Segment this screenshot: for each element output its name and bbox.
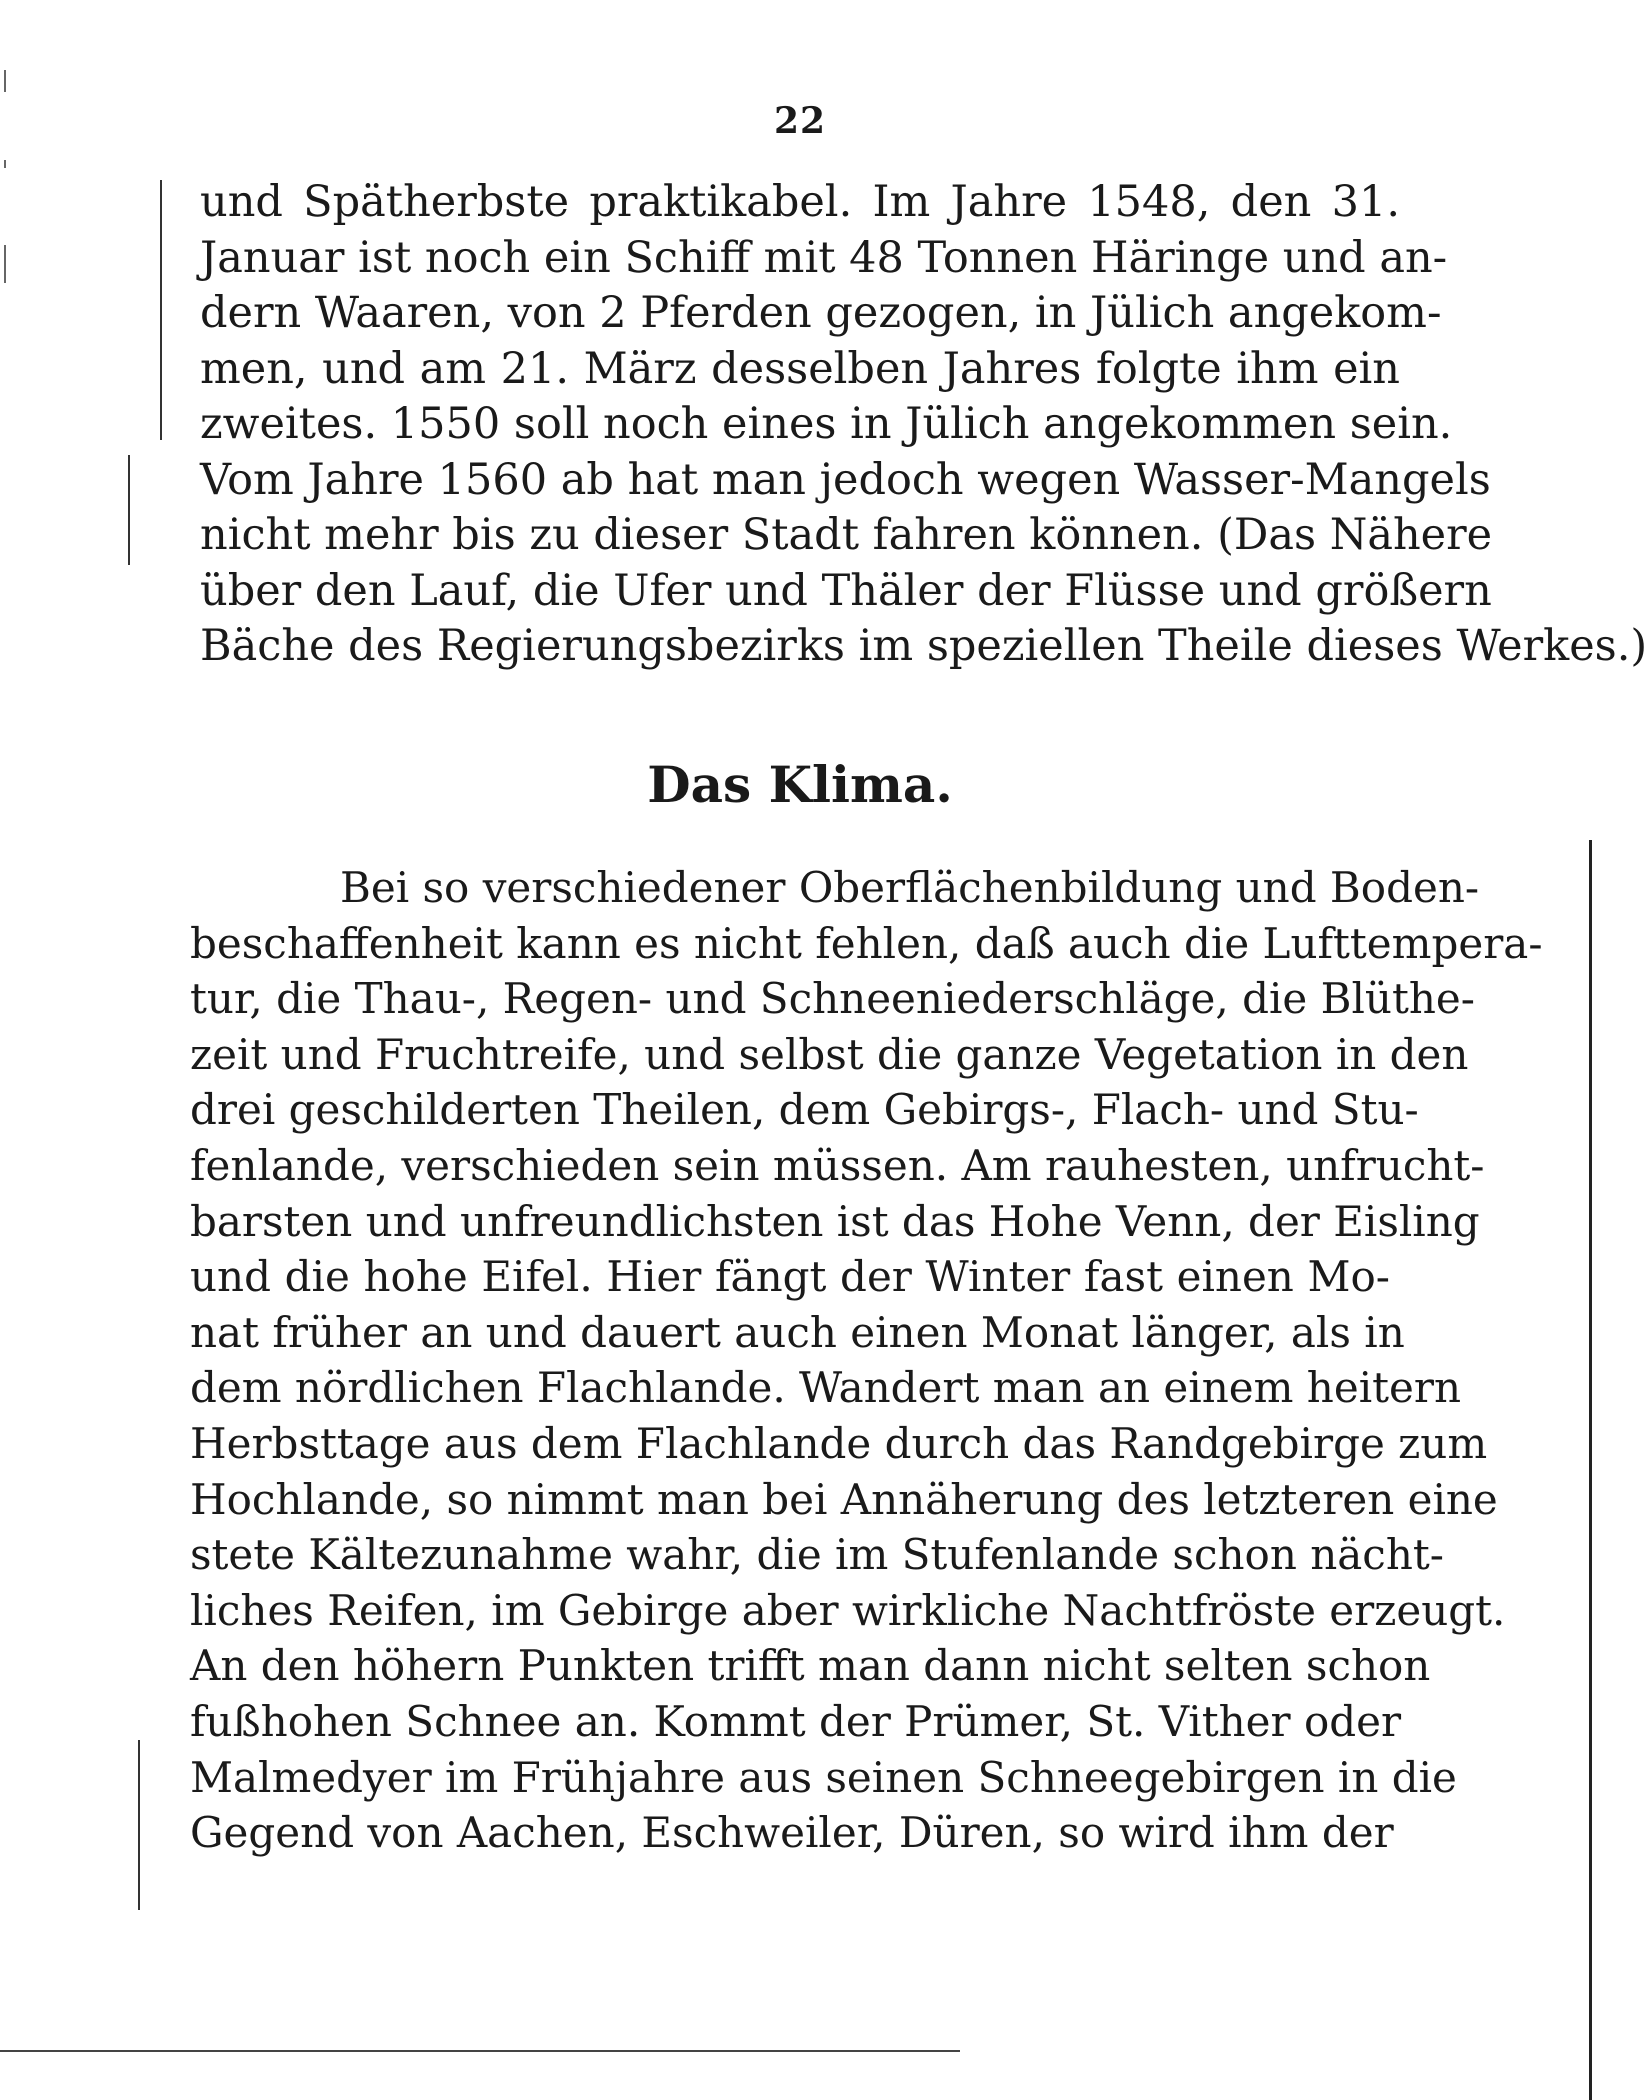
text-line: liches Reifen, im Gebirge aber wirkliche Nachtfröste erzeugt.	[190, 1585, 1506, 1635]
margin-line-mark	[138, 1740, 140, 1910]
scan-edge-mark	[4, 70, 6, 92]
text-line: Vom Jahre 1560 ab hat man jedoch wegen Wasser-Mangels	[200, 454, 1491, 505]
text-line: Bei so verschiedener Oberflächenbildung und Boden-	[340, 863, 1480, 912]
text-line: Bäche des Regierungsbezirks im speziellen Theile dieses Werkes.)	[200, 621, 1647, 671]
paragraph-2	[190, 860, 1543, 1861]
text-line: zweites. 1550 soll noch eines in Jülich angekommen sein.	[200, 399, 1453, 449]
scan-edge-mark	[4, 160, 6, 168]
page-number: 22	[773, 100, 827, 142]
text-line: barsten und unfreundlichsten ist das Hohe Venn, der Eisling	[190, 1196, 1480, 1246]
text-line: tur, die Thau-, Regen- und Schneeniederschläge, die Blüthe-	[190, 974, 1475, 1024]
text-line: und die hohe Eifel. Hier fängt der Winter fast einen Mo-	[190, 1252, 1390, 1302]
text-line: und Spätherbste praktikabel. Im Jahre 1548, den 31.	[200, 177, 1400, 227]
text-line: über den Lauf, die Ufer und Thäler der Flüsse und größern	[200, 565, 1492, 616]
text-line: An den höhern Punkten trifft man dann nicht selten schon	[190, 1641, 1431, 1691]
text-line: Malmedyer im Frühjahre aus seinen Schneegebirgen in die	[190, 1752, 1457, 1802]
text-line: zeit und Fruchtreife, und selbst die ganze Vegetation in den	[190, 1029, 1469, 1079]
text-line: men, und am 21. März desselben Jahres folgte ihm ein	[200, 343, 1400, 394]
text-line: dem nördlichen Flachlande. Wandert man an einem heitern	[190, 1363, 1461, 1413]
text-line: beschaffenheit kann es nicht fehlen, daß auch die Lufttempera-	[190, 918, 1543, 968]
text-line: Januar ist noch ein Schiff mit 48 Tonnen Häringe und an-	[200, 232, 1448, 283]
paragraph-1	[200, 175, 1647, 675]
margin-line-mark	[160, 180, 162, 440]
text-line: drei geschilderten Theilen, dem Gebirgs-, Flach- und Stu-	[190, 1085, 1419, 1135]
scan-edge-mark	[4, 245, 6, 283]
section-heading: Das Klima.	[647, 755, 953, 814]
scan-bottom-edge	[0, 2050, 960, 2052]
text-line: Gegend von Aachen, Eschweiler, Düren, so wird ihm der	[190, 1808, 1394, 1858]
text-line: stete Kältezunahme wahr, die im Stufenlande schon nächt-	[190, 1530, 1444, 1580]
text-line: dern Waaren, von 2 Pferden gezogen, in Jülich angekom-	[200, 288, 1442, 338]
text-line: Hochlande, so nimmt man bei Annäherung des letzteren eine	[190, 1474, 1498, 1524]
text-line: Herbsttage aus dem Flachlande durch das Randgebirge zum	[190, 1418, 1488, 1468]
text-line: fenlande, verschieden sein müssen. Am rauhesten, unfrucht-	[190, 1140, 1485, 1190]
text-line: nat früher an und dauert auch einen Monat länger, als in	[190, 1307, 1405, 1357]
scan-right-edge	[1589, 840, 1592, 2100]
text-line: nicht mehr bis zu dieser Stadt fahren können. (Das Nähere	[200, 510, 1493, 560]
margin-line-mark	[128, 455, 130, 565]
text-line: fußhohen Schnee an. Kommt der Prümer, St. Vither oder	[190, 1696, 1402, 1746]
